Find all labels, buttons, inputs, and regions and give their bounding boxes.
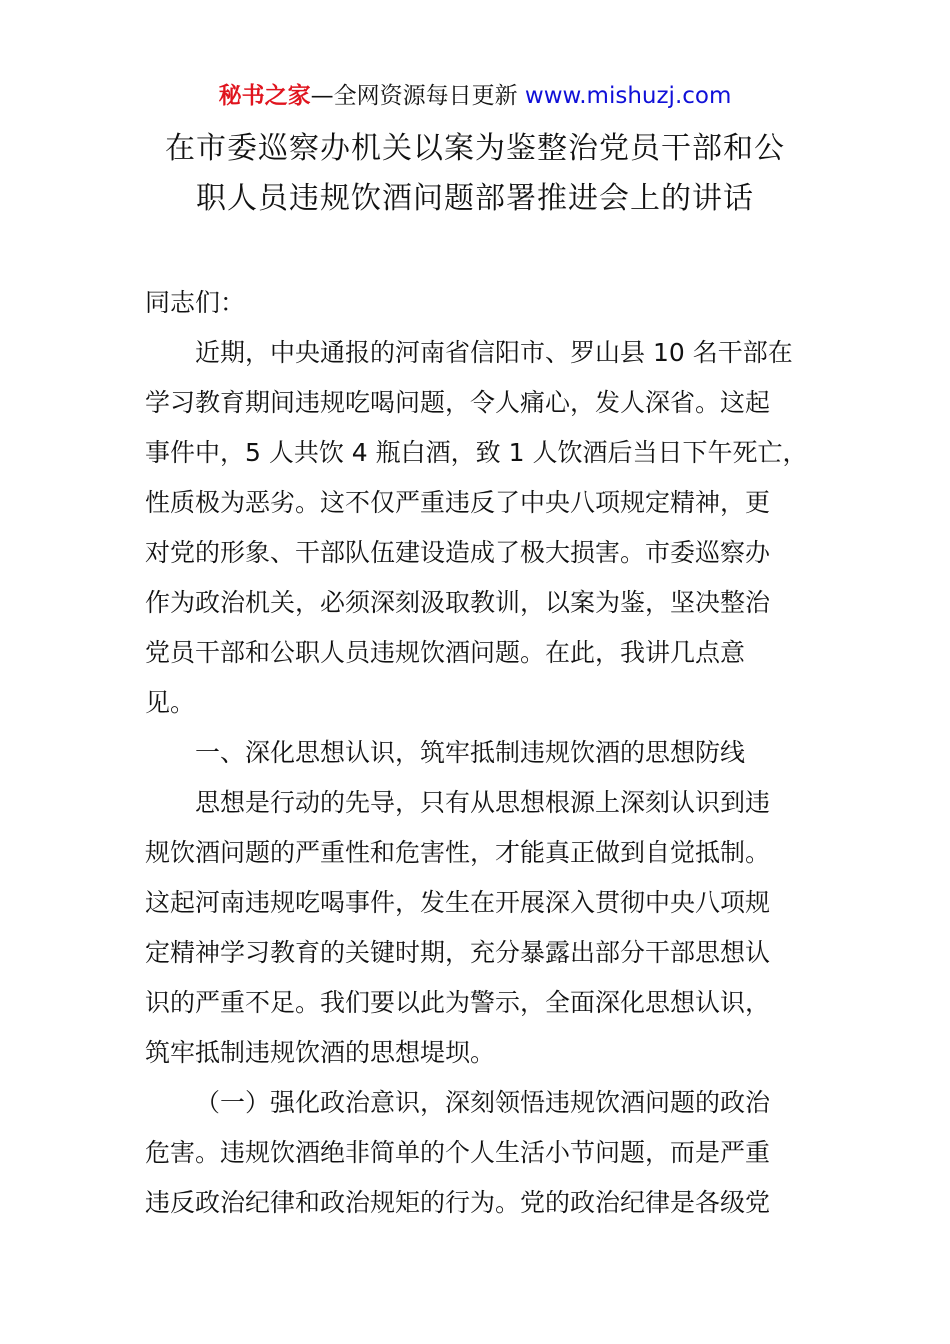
text-line: 危害。违规饮酒绝非简单的个人生活小节问题，而是严重 xyxy=(145,1138,771,1167)
text-line: 规饮酒问题的严重性和危害性，才能真正做到自觉抵制。 xyxy=(145,838,771,867)
text-line: 这起河南违规吃喝事件，发生在开展深入贯彻中央八项规 xyxy=(145,888,771,917)
text-line: 筑牢抵制违规饮酒的思想堤坝。 xyxy=(145,1038,496,1067)
text-line: 党员干部和公职人员违规饮酒问题。在此，我讲几点意 xyxy=(145,638,746,667)
paragraph-intro xyxy=(145,328,810,728)
text-line: 违反政治纪律和政治规矩的行为。党的政治纪律是各级党 xyxy=(145,1188,771,1217)
greeting: 同志们： xyxy=(145,288,246,317)
heading-line: 一、深化思想认识，筑牢抵制违规饮酒的思想防线 xyxy=(195,738,746,767)
paragraph-subsection-1 xyxy=(145,1078,810,1228)
text-line: 对党的形象、干部队伍建设造成了极大损害。市委巡察办 xyxy=(145,538,771,567)
text-line: 思想是行动的先导，只有从思想根源上深刻认识到违 xyxy=(195,788,771,817)
text-line: 见。 xyxy=(145,688,196,717)
site-url-link[interactable]: www.mishuzj.com xyxy=(524,83,732,109)
text-line: 近期，中央通报的河南省信阳市、罗山县 10 名干部在 xyxy=(195,338,793,367)
header-tagline: —全网资源每日更新 xyxy=(310,83,525,109)
text-line: 事件中，5 人共饮 4 瓶白酒，致 1 人饮酒后当日下午死亡， xyxy=(145,438,808,467)
text-line: 作为政治机关，必须深刻汲取教训，以案为鉴，坚决整治 xyxy=(145,588,771,617)
text-line: 学习教育期间违规吃喝问题，令人痛心，发人深省。这起 xyxy=(145,388,771,417)
text-line: （一）强化政治意识，深刻领悟违规饮酒问题的政治 xyxy=(195,1088,771,1117)
title-line-2: 职人员违规饮酒问题部署推进会上的讲话 xyxy=(196,181,754,216)
site-header xyxy=(0,80,950,112)
document-body xyxy=(145,278,810,1228)
text-line: 定精神学习教育的关键时期，充分暴露出部分干部思想认 xyxy=(145,938,771,967)
text-line: 性质极为恶劣。这不仅严重违反了中央八项规定精神，更 xyxy=(145,488,771,517)
paragraph-section-1 xyxy=(145,778,810,1078)
brand-name: 秘书之家 xyxy=(218,83,311,109)
document-title xyxy=(100,124,850,224)
text-line: 识的严重不足。我们要以此为警示，全面深化思想认识， xyxy=(145,988,771,1017)
section-heading-1 xyxy=(145,728,810,778)
title-line-1: 在市委巡察办机关以案为鉴整治党员干部和公 xyxy=(165,131,785,166)
